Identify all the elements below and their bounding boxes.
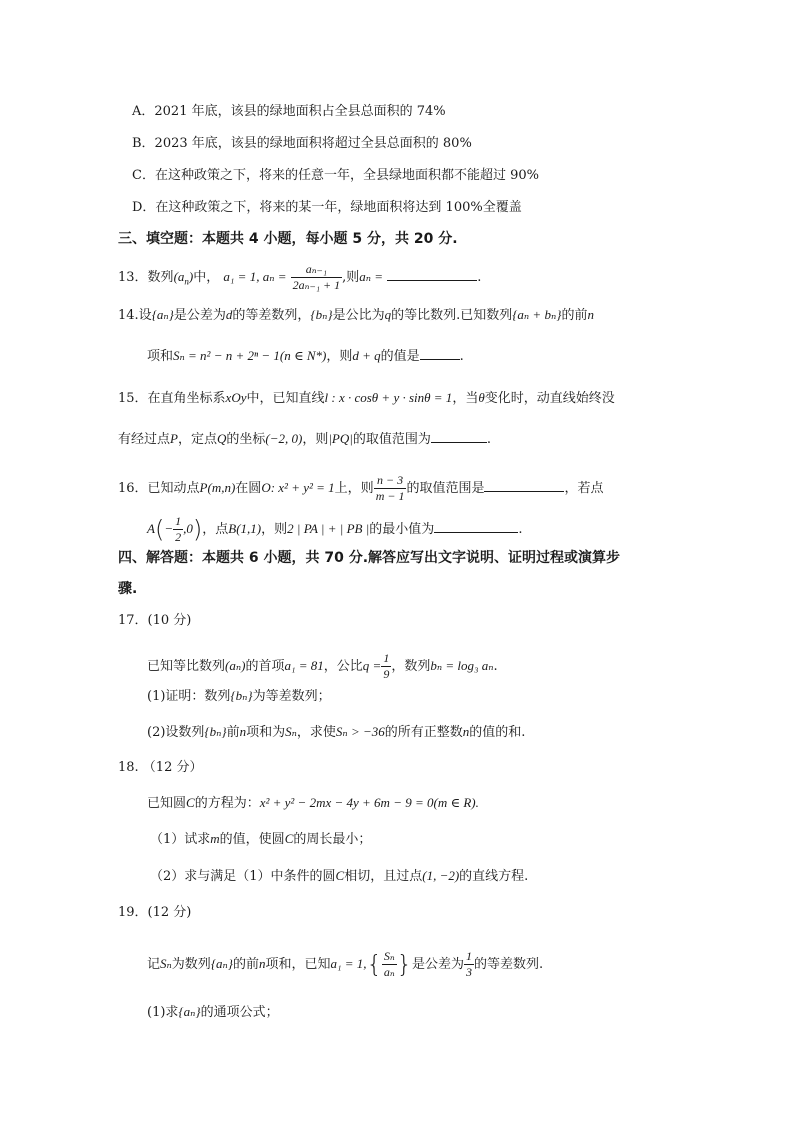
q17-part2 [147, 723, 525, 742]
q14-text-d: 是公比为 [332, 308, 385, 323]
q15-end: . [486, 432, 491, 447]
q15-text-h: ，则 [302, 432, 329, 447]
q17-p2-ineq: Sₙ > −36 [335, 724, 385, 739]
q17-text-a: 已知等比数列 [147, 659, 226, 674]
q17-p2-seq: {bₙ} [204, 724, 227, 739]
q16-minus: − [164, 521, 174, 536]
q17-qeq: q = [362, 658, 382, 673]
q16-answer-blank-2[interactable] [434, 520, 518, 533]
q14-seq-b: {bₙ} [310, 307, 333, 322]
q17-p2-text-d: ，求使 [296, 725, 336, 740]
q14-d: d [225, 307, 233, 322]
q14-text-g: 项和 [147, 349, 174, 364]
q18-p2-text-a: （2）求与满足（1）中条件的圆 [150, 869, 336, 884]
q18-point: (1, −2) [422, 868, 460, 883]
question-15-line1 [118, 389, 615, 408]
q14-text-c: 的等差数列， [232, 308, 311, 323]
q15-text-e: 有经过点 [118, 432, 171, 447]
q18-text-b: 的方程为： [194, 796, 260, 811]
q17-p2-text-b: 前 [226, 725, 240, 740]
q13-fraction: $\frac{\text{aₙ₋₁}}{\text{2aₙ₋₁ + 1}}$ [292, 262, 341, 292]
q14-text-b: 是公差为 [173, 308, 226, 323]
q13-cond: a₁ = 1, aₙ = [223, 269, 287, 284]
q17-text-c: ，公比 [323, 659, 363, 674]
q14-sum: Sₙ = n² − n + 2ⁿ − 1(n ∈ N*) [173, 348, 327, 363]
option-a: A．2021 年底，该县的绿地面积占全县总面积的 74% [132, 104, 446, 119]
q19-seq: {aₙ} [210, 956, 233, 971]
q14-n: n [587, 307, 594, 322]
q17-seq: (aₙ) [225, 658, 246, 673]
q18-text-a: 已知圆 [147, 796, 187, 811]
q16-text-c: 上，则 [334, 481, 374, 496]
q15-text-g: 的坐标 [226, 432, 266, 447]
q19-part1 [147, 1003, 279, 1022]
q19-head: 19．(12 分) [118, 905, 192, 920]
option-d: D．在这种政策之下，将来的某一年，绿地面积将达到 100%全覆盖 [132, 200, 522, 215]
q16-point-a-rest: ,0 [183, 521, 193, 536]
q17-a1: a₁ = 81 [284, 658, 324, 673]
option-b: B．2023 年底，该县的绿地面积将超过全县总面积的 80% [132, 136, 472, 151]
q15-theta: θ [478, 390, 485, 405]
q18-head: 18. （12 分） [118, 760, 203, 775]
q17-p1-text-a: (1)证明：数列 [147, 689, 231, 704]
question-14-line2 [147, 347, 464, 366]
q16-text-d: 的取值范围是 [406, 481, 485, 496]
q19-a1: a₁ = 1, [330, 956, 367, 971]
question-16-line1 [118, 473, 603, 504]
q16-answer-blank-1[interactable] [484, 479, 564, 492]
q16-text-e: ，若点 [564, 481, 604, 496]
q16-fraction: $\frac{n - 3}{m - 1}$ [375, 473, 405, 503]
q19-d-fraction: $\frac{1}{3}$ [466, 949, 473, 979]
q13-text3: ,则 [342, 270, 360, 285]
q15-text-a: 15．在直角坐标系 [118, 391, 226, 406]
q13-answer-blank[interactable] [387, 268, 477, 281]
q17-text-e: . [493, 659, 498, 674]
q15-pq: |PQ| [328, 431, 353, 446]
q18-part2 [150, 867, 528, 886]
q14-text-h: ，则 [326, 349, 353, 364]
q14-text-f: 的前 [561, 308, 588, 323]
q17-p2-text-a: (2)设数列 [147, 725, 205, 740]
q17-p2-text-c: 项和为 [246, 725, 286, 740]
q17-p2-n: n [239, 724, 247, 739]
q18-m: m [210, 831, 220, 846]
q19-p1-text-a: (1)求 [147, 1005, 179, 1020]
q14-text-a: 14.设 [118, 308, 152, 323]
q15-text-c: ，当 [452, 391, 479, 406]
q18-intro [147, 794, 479, 813]
q17-bn: bₙ = log₃ aₙ [430, 658, 494, 673]
question-16-line2 [147, 514, 522, 545]
q15-q: Q [216, 431, 227, 446]
q13-num: 13． [118, 270, 148, 285]
section-4-title-line1: 四、解答题：本题共 6 小题，共 70 分.解答应写出文字说明、证明过程或演算步 [118, 550, 621, 566]
q15-text-d: 变化时，动直线始终没 [484, 391, 615, 406]
q15-text-b: 中，已知直线 [246, 391, 325, 406]
q19-n: n [259, 956, 266, 971]
q15-line-equation: l : x · cosθ + y · sinθ = 1 [324, 390, 453, 405]
q18-equation: x² + y² − 2mx − 4y + 6m − 9 = 0(m ∈ R). [259, 795, 479, 810]
q17-p2-text-f: 的值的和. [469, 725, 526, 740]
q18-part1 [150, 830, 371, 849]
section-3-title: 三、填空题：本题共 4 小题，每小题 5 分，共 20 分. [118, 231, 458, 247]
q14-q: q [384, 307, 392, 322]
q17-p2-s: Sₙ [285, 724, 297, 739]
q17-intro [147, 651, 498, 682]
q13-end: . [477, 270, 482, 285]
q14-answer-blank[interactable] [420, 347, 460, 360]
question-13 [118, 262, 481, 293]
q18-c2: C [335, 868, 345, 883]
q19-text-f: 的等差数列. [474, 957, 544, 972]
q15-coord: (−2, 0) [265, 431, 303, 446]
q16-text-h: 的最小值为 [369, 522, 435, 537]
q16-text-f: ，点 [202, 522, 229, 537]
q13-seq: $(a_n)$ [173, 269, 194, 287]
q18-p1-text-c: 的周长最小； [293, 832, 372, 847]
q19-s: Sₙ [160, 956, 172, 971]
q16-text-b: 在圆 [235, 481, 262, 496]
q15-answer-blank[interactable] [431, 430, 487, 443]
q18-p2-text-c: 的直线方程. [459, 869, 529, 884]
q15-xoy: xOy [225, 390, 247, 405]
q15-text-i: 的取值范围为 [352, 432, 431, 447]
q14-text-e: 的等比数列.已知数列 [391, 308, 513, 323]
q17-p1-text-b: 为等差数列； [252, 689, 331, 704]
q17-part1 [147, 687, 331, 706]
q17-p1-seq: {bₙ} [230, 688, 253, 703]
q19-text-c: 的前 [232, 957, 259, 972]
q18-p1-text-a: （1）试求 [150, 832, 211, 847]
q19-text-d: 项和，已知 [265, 957, 331, 972]
q19-p1-text-b: 的通项公式； [200, 1005, 279, 1020]
q13-ask: aₙ = [359, 269, 384, 284]
question-15-line2 [118, 430, 491, 449]
q16-paren-right: ) [192, 515, 203, 544]
q15-text-f: ，定点 [177, 432, 217, 447]
q14-seq-a: {aₙ} [151, 307, 174, 322]
q18-p1-text-b: 的值，使圆 [219, 832, 285, 847]
q18-c1: C [284, 831, 294, 846]
q18-c: C [186, 795, 195, 810]
option-c: C．在这种政策之下，将来的任意一年，全县绿地面积都不能超过 90% [132, 168, 539, 183]
q16-paren-left: ( [154, 515, 165, 544]
q15-p: P [170, 431, 178, 446]
q17-p2-text-e: 的所有正整数 [384, 725, 463, 740]
q17-head: 17．(10 分) [118, 613, 192, 628]
q19-intro [147, 949, 543, 980]
q14-dq: d + q [352, 348, 381, 363]
q13-text2: 中， [193, 270, 220, 285]
q19-text-a: 记 [147, 957, 161, 972]
q17-q-fraction: $\frac{1}{9}$ [383, 651, 390, 681]
q19-s-over-a: $\frac{\text{Sₙ}}{\text{aₙ}}$ [383, 949, 395, 979]
q19-text-b: 为数列 [171, 957, 211, 972]
q14-text-i: 的值是 [380, 349, 420, 364]
q16-point-a: A [147, 521, 155, 536]
section-4-title-line2: 骤. [118, 581, 138, 597]
q19-brace-left: { [366, 950, 382, 979]
q17-p2-n2: n [462, 724, 470, 739]
q14-seq-ab: {aₙ + bₙ} [512, 307, 562, 322]
q16-text-a: 16．已知动点 [118, 481, 200, 496]
q16-point-b: B(1,1) [228, 521, 262, 536]
q16-circle: O: x² + y² = 1 [261, 480, 335, 495]
q19-text-e: 是公差为 [412, 957, 465, 972]
question-14-line1 [118, 306, 594, 325]
q19-p1-seq: {aₙ} [178, 1004, 201, 1019]
q16-expr: 2 | PA | + | PB | [287, 521, 370, 536]
q13-text1: 数列 [147, 270, 174, 285]
q16-text-g: ，则 [261, 522, 288, 537]
q18-p2-text-b: 相切，且过点 [344, 869, 423, 884]
q16-end: . [518, 522, 523, 537]
q17-text-d: ，数列 [391, 659, 431, 674]
q16-point-p: P(m,n) [199, 480, 236, 495]
q19-brace-right: } [396, 950, 412, 979]
q17-text-b: 的首项 [245, 659, 285, 674]
q16-half: $\frac{1}{2}$ [175, 514, 182, 544]
q14-end: . [459, 349, 464, 364]
